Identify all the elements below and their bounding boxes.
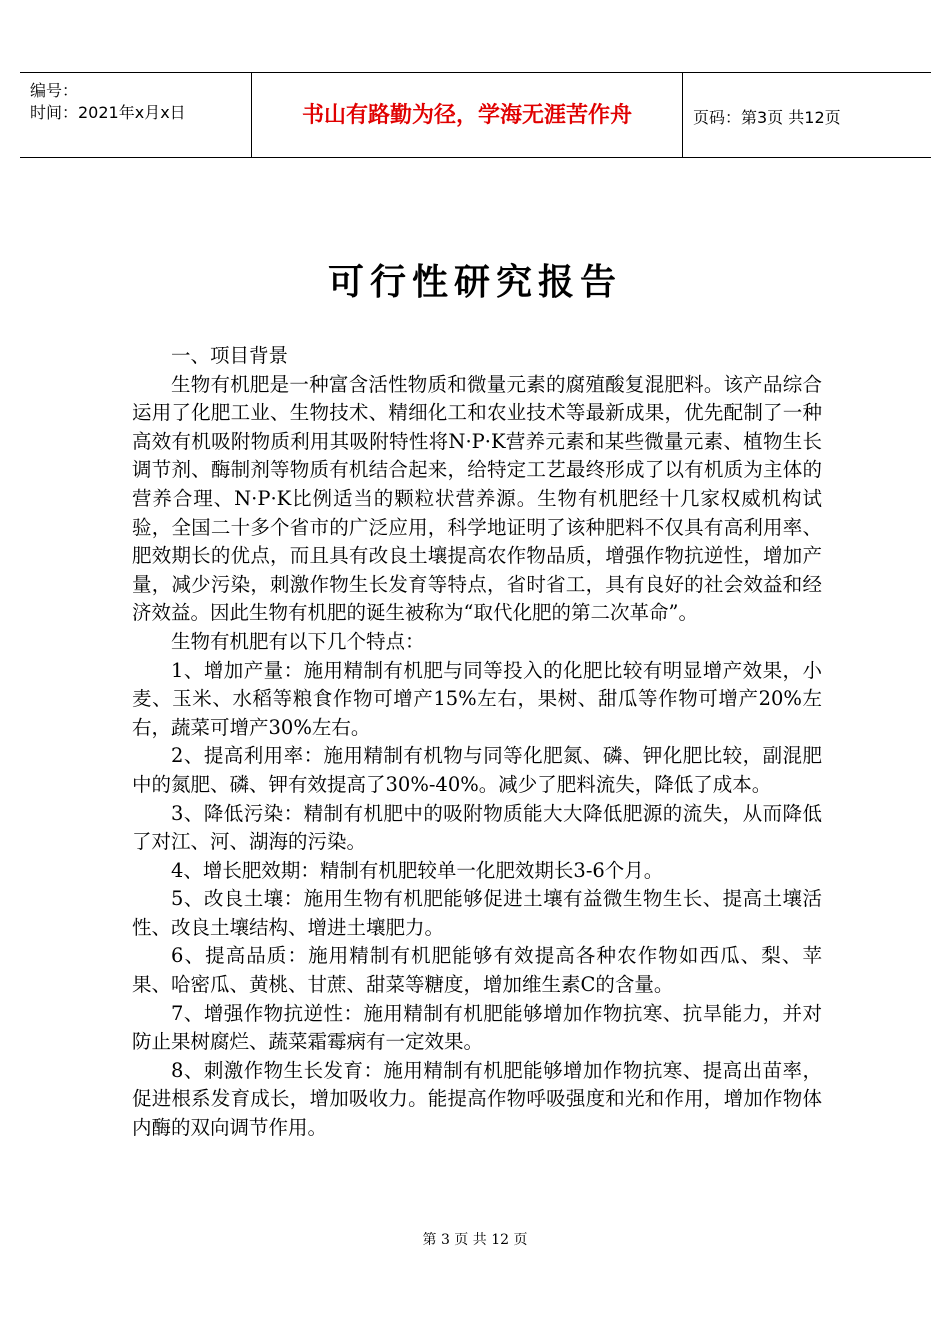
document-header [20,72,931,158]
list-item: 1、增加产量：施用精制有机肥与同等投入的化肥比较有明显增产效果，小麦、玉米、水稻等粮食作物可增产15%左右，果树、甜瓜等作物可增产20%左右，蔬菜可增产30%左右。 [132,658,822,739]
list-item: 7、增强作物抗逆性：施用精制有机肥能够增加作物抗寒、抗旱能力，并对防止果树腐烂、蔬菜霜霉病有一定效果。 [132,1001,822,1054]
document-number-label: 编号： [30,81,79,100]
paragraph-intro: 生物有机肥是一种富含活性物质和微量元素的腐殖酸复混肥料。该产品综合运用了化肥工业、生物技术、精细化工和农业技术等最新成果，优先配制了一种高效有机吸附物质利用其吸附特性将N·P·K营养元素和某些微量元素、植物生长调节剂、酶制剂等物质有机结合起来，给特定工艺最终形成了以有机质为主体的营养合理、N·P·K比例适当的颗粒状营养源。生物有机肥经十几家权威机构试验，全国二十多个省市的广泛应用，科学地证明了该种肥料不仅具有高利用率、肥效期长的优点，而且具有改良土壤提高农作物品质，增强作物抗逆性，增加产量，减少污染，刺激作物生长发育等特点，省时省工，具有良好的社会效益和经济效益。因此生物有机肥的诞生被称为“取代化肥的第二次革命”。 [132,372,822,625]
page-footer: 第 3 页 共 12 页 [422,1232,528,1248]
section-heading: 一、项目背景 [171,344,289,367]
list-item: 5、改良土壤：施用生物有机肥能够促进土壤有益微生物生长、提高土壤活性、改良土壤结构、增进土壤肥力。 [132,887,822,939]
paragraph-features-lead: 生物有机肥有以下几个特点： [171,629,425,653]
header-motto-cell [252,73,683,157]
header-info-cell [20,73,252,157]
header-page-cell [683,73,931,157]
list-item: 6、提高品质：施用精制有机肥能够有效提高各种农作物如西瓜、梨、苹果、哈密瓜、黄桃、甘蔗、甜菜等糖度，增加维生素C的含量。 [132,944,822,997]
header-page-info: 页码：第3页 共12页 [693,108,841,127]
list-item: 4、增长肥效期：精制有机肥较单一化肥效期长3-6个月。 [171,858,664,882]
document-body [132,342,822,1143]
document-time-label: 时间：2021年x月x日 [30,103,186,122]
header-motto: 书山有路勤为径，学海无涯苦作舟 [301,103,632,128]
list-item: 3、降低污染：精制有机肥中的吸附物质能大大降低肥源的流失，从而降低了对江、河、湖海的污染。 [132,801,822,854]
list-item: 2、提高利用率：施用精制有机物与同等化肥氮、磷、钾化肥比较，副混肥中的氮肥、磷、钾有效提高了30%-40%。减少了肥料流失，降低了成本。 [132,744,822,796]
document-title: 可行性研究报告 [327,262,622,303]
list-item: 8、刺激作物生长发育：施用精制有机肥能够增加作物抗寒、提高出苗率，促进根系发育成长，增加吸收力。能提高作物呼吸强度和光和作用，增加作物体内酶的双向调节作用。 [132,1058,822,1140]
